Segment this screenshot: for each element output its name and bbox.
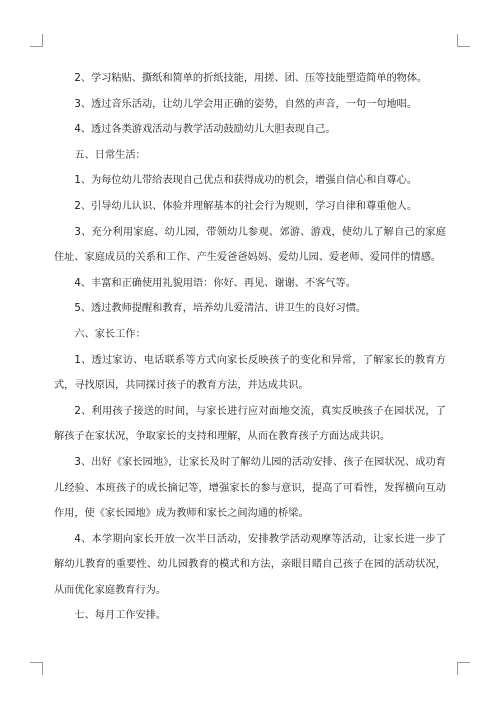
paragraph-daily-1: 1、为每位幼儿带给表现自己优点和获得成功的机会，增强自信心和自尊心。 [74,175,418,187]
section-heading-parent-work: 六、家长工作： [74,328,146,340]
paragraph-parent-3: 3、出好《家长园地》，让家长及时了解幼儿园的活动安排、孩子在园状况、成功育儿经验、本班孩子的成长摘记等，增强家长的参与意识，提高了可看性，发挥横向互动作用，使《家长园地》成为教师和家长之间沟通的桥梁。 [54,456,446,520]
paragraph-art-4: 4、透过各类游戏活动与教学活动鼓励幼儿大胆表现自己。 [74,124,336,136]
paragraph-art-2: 2、学习粘贴、撕纸和简单的折纸技能，用搓、团、压等技能塑造简单的物体。 [74,73,428,84]
paragraph-art-3: 3、透过音乐活动，让幼儿学会用正确的姿势，自然的声音，一句一句地唱。 [74,98,418,110]
crop-mark-bottom-right [457,662,470,675]
section-heading-monthly-plan: 七、每月工作安排。 [74,610,167,622]
paragraph-parent-4: 4、本学期向家长开放一次半日活动，安排教学活动观摩等活动，让家长进一步了解幼儿教育的重要性、幼儿园教育的模式和方法，亲眼目睹自己孩子在园的活动状况，从而优化家庭教育行为。 [54,533,446,596]
section-heading-daily-life: 五、日常生活： [74,149,146,161]
crop-mark-top-left [30,34,43,47]
paragraph-daily-2: 2、引导幼儿认识、体验并理解基本的社会行为规则，学习自律和尊重他人。 [74,200,418,212]
paragraph-daily-5: 5、透过教师提醒和教育，培养幼儿爱清洁、讲卫生的良好习惯。 [74,303,367,315]
paragraph-daily-3: 3、充分利用家庭、幼儿园，带领幼儿参观、郊游、游戏，使幼儿了解自己的家庭住址、家庭成员的关系和工作、产生爱爸爸妈妈、爱幼儿园、爱老师、爱同伴的情感。 [54,226,446,264]
document-body [54,66,446,629]
paragraph-parent-1: 1、透过家访、电话联系等方式向家长反映孩子的变化和异常，了解家长的教育方式，寻找原因，共同探讨孩子的教育方法，并达成共识。 [54,354,446,392]
crop-mark-bottom-left [30,662,43,675]
paragraph-parent-2: 2、利用孩子接送的时间，与家长进行应对面地交流，真实反映孩子在园状况，了解孩子在家状况，争取家长的支持和理解，从而在教育孩子方面达成共识。 [54,405,446,443]
crop-mark-top-right [457,34,470,47]
paragraph-daily-4: 4、丰富和正确使用礼貌用语：你好、再见、谢谢、不客气等。 [74,277,356,289]
